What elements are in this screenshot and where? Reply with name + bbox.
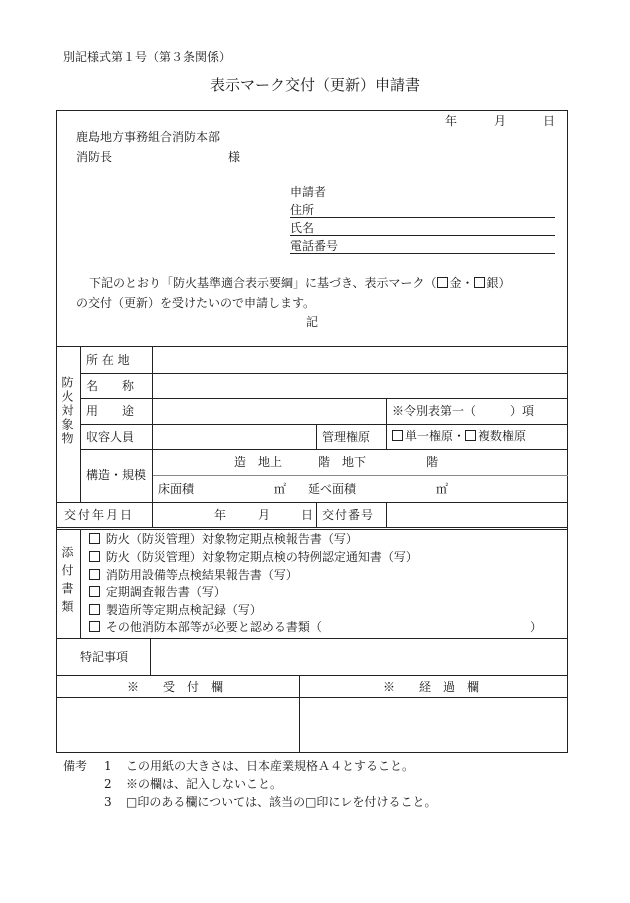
phone-label: 電話番号 <box>290 239 339 253</box>
capacity-label: 収容人員 <box>86 430 135 444</box>
progress-label: ※ 経 過 欄 <box>383 680 480 694</box>
addressee-org: 鹿島地方事務組合消防本部 <box>76 130 221 144</box>
rule <box>56 697 568 698</box>
structure-line[interactable]: 造 地上 階 地下 階 <box>234 455 439 469</box>
receipt-label: ※ 受 付 欄 <box>127 680 224 694</box>
remark-text: ※の欄は、記入しないこと。 <box>126 777 283 791</box>
remark-num: 3 <box>104 795 112 809</box>
silver-checkbox[interactable] <box>474 277 485 288</box>
rule <box>299 675 300 753</box>
attachment-item: 消防用設備等点検結果報告書（写） <box>89 569 298 581</box>
request-text-line1 <box>89 277 511 289</box>
attachment-checkbox[interactable] <box>89 533 100 544</box>
attachment-item: 定期調査報告書（写） <box>89 586 226 598</box>
address-label: 住所 <box>290 203 315 217</box>
issue-date-label: 交付年月日 <box>64 508 135 522</box>
applicant-heading: 申請者 <box>290 185 327 199</box>
rule <box>386 398 387 449</box>
use-field[interactable] <box>153 399 385 424</box>
phone-field[interactable] <box>290 253 555 254</box>
rule <box>56 675 568 676</box>
attachment-checkbox[interactable] <box>89 621 100 632</box>
floor-area-unit: ㎡ <box>274 482 287 496</box>
date-year[interactable]: 年 <box>445 114 458 128</box>
remarks-label: 備考 <box>63 759 88 773</box>
request-text-a: 下記のとおり「防火基準適合表示要綱」に基づき、表示マーク（ <box>89 276 437 290</box>
attachment-close-paren: ） <box>530 620 543 634</box>
rule <box>316 424 317 449</box>
date-day[interactable]: 日 <box>543 114 556 128</box>
rule <box>80 449 568 450</box>
rule <box>80 529 81 638</box>
attachments-side-label: 添付書類 <box>60 546 74 618</box>
floor-area-label: 床面積 <box>158 482 195 496</box>
silver-label: 銀） <box>486 276 511 290</box>
location-field[interactable] <box>153 347 567 373</box>
target-name-field[interactable] <box>153 374 567 398</box>
attachment-checkbox[interactable] <box>89 586 100 597</box>
address-field[interactable] <box>290 217 555 218</box>
capacity-field[interactable] <box>153 425 315 449</box>
attachment-item: 防火（防災管理）対象物定期点検報告書（写） <box>89 533 358 545</box>
gold-checkbox[interactable] <box>437 277 448 288</box>
use-class-a: ※令別表第一（ <box>392 404 477 418</box>
gold-label: 金・ <box>449 276 474 290</box>
issue-year[interactable]: 年 <box>214 508 227 522</box>
special-notes-label: 特記事項 <box>80 650 129 664</box>
rule <box>316 502 317 527</box>
attachment-checkbox[interactable] <box>89 551 100 562</box>
mgmt-label: 管理権原 <box>322 430 371 444</box>
rule <box>56 527 568 528</box>
issue-day[interactable]: 日 <box>301 508 314 522</box>
remark-text: □印のある欄については、該当の□印にレを付けること。 <box>126 795 437 809</box>
issue-month[interactable]: 月 <box>258 508 271 522</box>
remark-text: この用紙の大きさは、日本産業規格Ａ４とすること。 <box>126 759 415 773</box>
rule <box>152 475 568 476</box>
honorific: 様 <box>228 150 241 164</box>
multi-authority-checkbox[interactable] <box>465 430 476 441</box>
attachment-checkbox[interactable] <box>89 604 100 615</box>
special-notes-field[interactable] <box>151 639 567 675</box>
attachment-item: 製造所等定期点検記録（写） <box>89 604 262 616</box>
use-class-b: ）項 <box>510 404 535 418</box>
rule <box>80 346 81 502</box>
location-label: 所 在 地 <box>86 353 130 367</box>
total-area-unit: ㎡ <box>436 482 449 496</box>
addressee-title: 消防長 <box>76 150 113 164</box>
date-month[interactable]: 月 <box>494 114 507 128</box>
single-authority-checkbox[interactable] <box>392 430 403 441</box>
remark-num: 1 <box>104 759 112 773</box>
issue-number-label: 交付番号 <box>322 508 375 522</box>
attachment-item: その他消防本部等が必要と認める書類（ <box>89 621 322 633</box>
single-authority-label: 単一権原・ <box>405 429 466 443</box>
name-field[interactable] <box>290 235 555 236</box>
ki-mark: 記 <box>306 315 319 329</box>
total-area-label: 延べ面積 <box>308 482 357 496</box>
remark-num: 2 <box>104 777 112 791</box>
request-text-line2: の交付（更新）を受けたいので申請します。 <box>76 296 316 310</box>
multi-authority-label: 複数権原 <box>478 429 527 443</box>
name-label: 氏名 <box>290 221 315 235</box>
target-side-label: 防火対象物 <box>60 376 74 446</box>
mgmt-options <box>392 430 526 442</box>
attachment-checkbox[interactable] <box>89 569 100 580</box>
target-name-label: 名 称 <box>86 379 135 393</box>
structure-label: 構造・規模 <box>86 468 147 482</box>
form-title: 表示マーク交付（更新）申請書 <box>210 76 421 94</box>
rule <box>56 529 568 530</box>
use-label: 用 途 <box>86 404 135 418</box>
attachment-item: 防火（防災管理）対象物定期点検の特例認定通知書（写） <box>89 551 418 563</box>
issue-number-field[interactable] <box>387 503 567 527</box>
form-number: 別記様式第１号（第３条関係） <box>63 50 232 64</box>
